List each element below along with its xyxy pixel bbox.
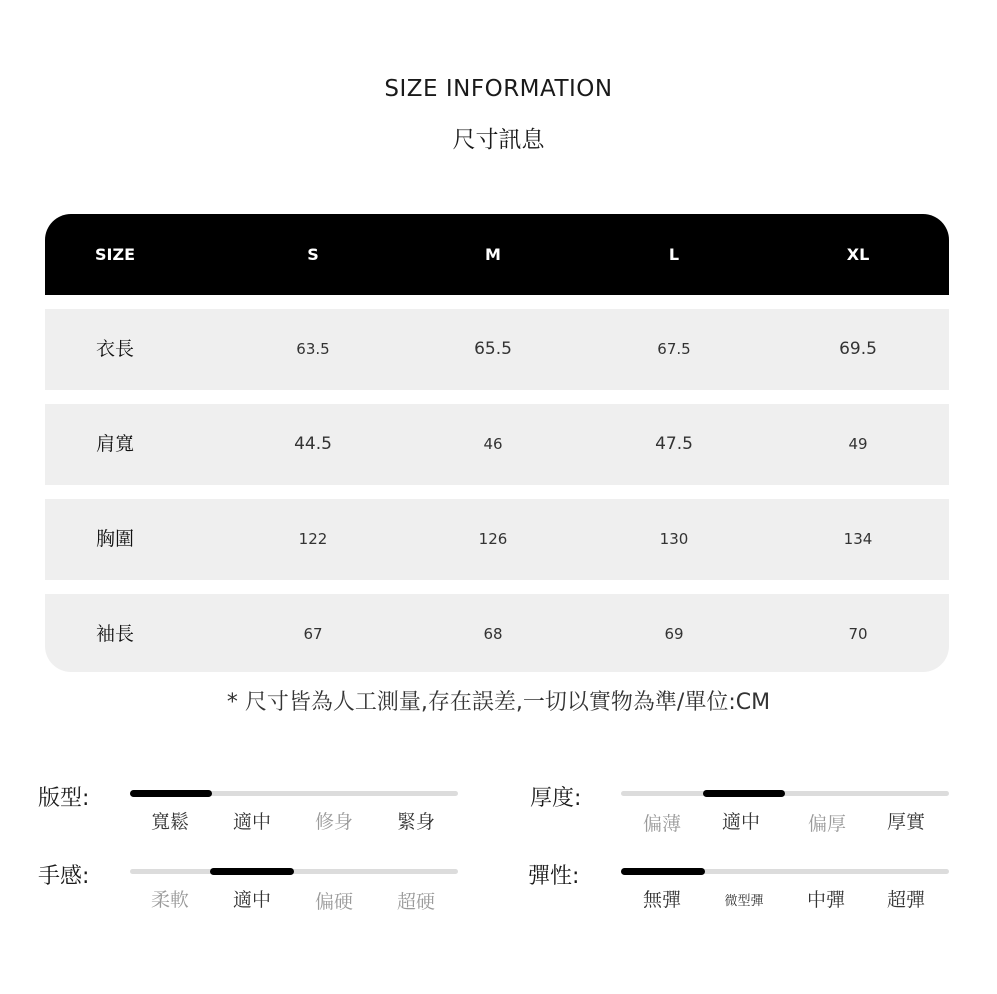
row-label: 肩寬: [95, 433, 134, 455]
table-row-chest: [45, 499, 949, 580]
feature-option: 厚實: [886, 811, 925, 833]
row-divider: [45, 390, 949, 404]
table-cell: 65.5: [474, 339, 512, 359]
table-cell: 69.5: [839, 339, 877, 359]
feature-label: 彈性:: [528, 864, 580, 889]
row-label: 衣長: [95, 338, 134, 360]
feature-option: 中彈: [806, 889, 845, 911]
row-divider: [45, 580, 949, 594]
feature-thickness: [530, 781, 955, 841]
feature-option: 適中: [721, 811, 760, 833]
feature-option: 超硬: [396, 891, 435, 913]
feature-track: [130, 791, 458, 796]
table-cell: 70: [848, 625, 868, 643]
table-cell: 130: [659, 530, 689, 548]
title-chinese: 尺寸訊息: [452, 127, 545, 153]
table-cell: 69: [664, 625, 684, 643]
feature-option: 偏硬: [314, 891, 353, 913]
header-xl: XL: [846, 245, 870, 264]
feature-option: 偏薄: [642, 813, 681, 835]
feature-fill: [210, 868, 294, 875]
feature-track: [130, 869, 458, 874]
row-divider: [45, 485, 949, 499]
feature-option: 緊身: [396, 811, 435, 833]
feature-option: 微型彈: [724, 894, 764, 909]
row-label: 袖長: [95, 623, 134, 645]
table-cell: 44.5: [294, 434, 332, 454]
feature-fill: [130, 790, 212, 797]
feature-track: [621, 869, 949, 874]
feature-option: 修身: [314, 811, 353, 833]
header-size: SIZE: [94, 245, 135, 264]
feature-option: 寬鬆: [150, 811, 189, 833]
feature-label: 版型:: [38, 786, 90, 811]
row-divider: [45, 295, 949, 309]
title-english: SIZE INFORMATION: [384, 76, 613, 102]
table-row-length: [45, 309, 949, 390]
table-cell: 68: [483, 625, 503, 643]
size-table: [45, 214, 949, 672]
feature-fill: [703, 790, 785, 797]
table-cell: 46: [483, 435, 503, 453]
feature-label: 手感:: [38, 864, 90, 889]
table-row-sleeve: [45, 594, 949, 672]
feature-hand-feel: [38, 859, 463, 919]
table-cell: 122: [298, 530, 328, 548]
table-header-row: [45, 214, 949, 295]
header-l: L: [668, 245, 680, 264]
feature-option: 適中: [232, 889, 271, 911]
table-cell: 63.5: [296, 340, 330, 358]
feature-option: 無彈: [642, 889, 681, 911]
feature-track: [621, 791, 949, 796]
header-m: M: [485, 245, 501, 264]
table-cell: 134: [843, 530, 873, 548]
feature-fit: [38, 781, 463, 841]
row-label: 胸圍: [95, 528, 134, 550]
feature-label: 厚度:: [530, 786, 582, 811]
table-cell: 67.5: [657, 340, 691, 358]
table-cell: 47.5: [655, 434, 693, 454]
table-cell: 126: [478, 530, 508, 548]
table-cell: 67: [303, 625, 323, 643]
feature-option: 偏厚: [807, 813, 846, 835]
measurement-note: * 尺寸皆為人工測量,存在誤差,一切以實物為準/單位:CM: [226, 690, 771, 715]
feature-fill: [621, 868, 705, 875]
feature-elasticity: [528, 859, 955, 919]
feature-option: 柔軟: [150, 889, 189, 911]
table-cell: 49: [848, 435, 868, 453]
feature-option: 適中: [232, 811, 271, 833]
feature-option: 超彈: [886, 889, 925, 911]
table-row-shoulder: [45, 404, 949, 485]
header-s: S: [307, 245, 319, 264]
